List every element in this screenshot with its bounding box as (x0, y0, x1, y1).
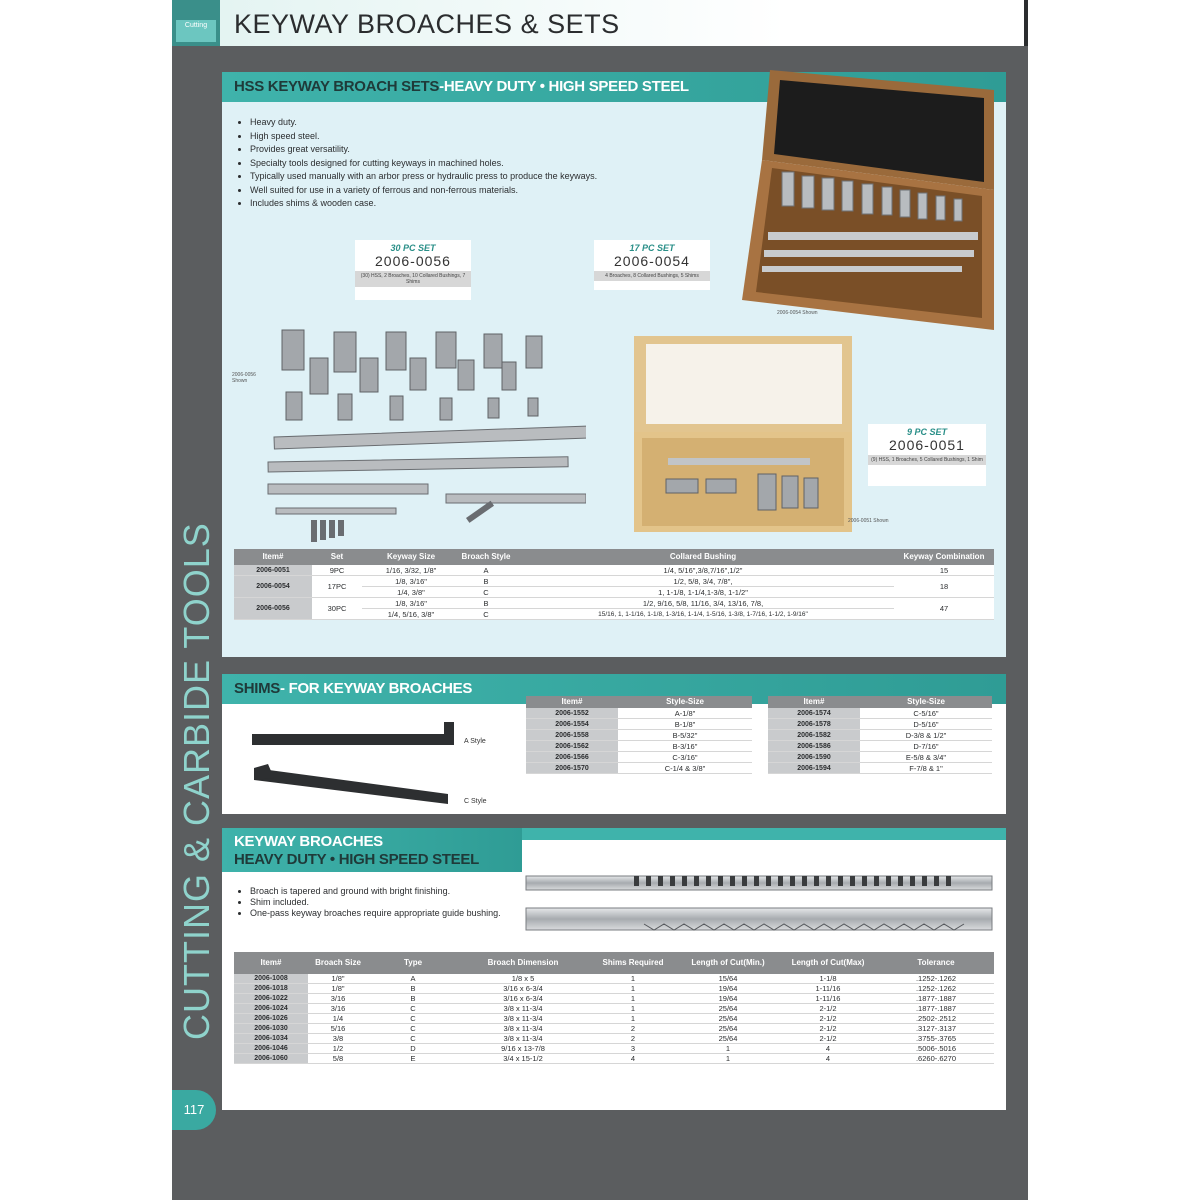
label-30pc-set (355, 240, 471, 300)
cell-item: 2006-0051 (234, 565, 312, 576)
table-cell: .2502-.2512 (878, 1014, 994, 1024)
cell-combination: 18 (894, 576, 994, 598)
cell-style-size: C-1/4 & 3/8" (618, 763, 752, 774)
col-length-min: Length of Cut(Min.) (678, 952, 778, 974)
table-cell: .1877-.1887 (878, 994, 994, 1004)
list-item: • Includes shims & wooden case. (250, 197, 720, 211)
keyway-broach-image (524, 872, 994, 936)
caption-set54: 2006-0054 Shown (777, 310, 818, 316)
table-cell: 25/64 (678, 1004, 778, 1014)
table-cell: 3/8 (308, 1034, 368, 1044)
table-cell: B (368, 984, 458, 994)
cell-bushing: 1, 1-1/8, 1-1/4,1-3/8, 1-1/2" (512, 587, 894, 598)
table-cell: 2 (588, 1034, 678, 1044)
list-item: • Specialty tools designed for cutting keyways in machined holes. (250, 157, 720, 171)
cell-item: 2006-1570 (526, 763, 618, 774)
cell-style: B (460, 576, 512, 587)
col-keyway-size: Keyway Size (362, 549, 460, 565)
table-cell: 1 (588, 1014, 678, 1024)
label-9pc-set (868, 424, 986, 486)
table-cell: C (368, 1014, 458, 1024)
col-item: Item# (234, 549, 312, 565)
table-cell: 4 (588, 1054, 678, 1064)
cell-item: 2006-1566 (526, 752, 618, 763)
cell-size: 1/16, 3/32, 1/8" (362, 565, 460, 576)
table-cell: 3/16 x 6-3/4 (458, 984, 588, 994)
cell-item: 2006-1554 (526, 719, 618, 730)
cell-item: 2006-1030 (234, 1024, 308, 1034)
catalog-page (172, 0, 1028, 1200)
c-style-label: C Style (464, 798, 487, 805)
cell-style-size: C-3/16" (618, 752, 752, 763)
table-cell: 1 (588, 1004, 678, 1014)
cell-set: 17PC (312, 576, 362, 598)
cell-item: 2006-1060 (234, 1054, 308, 1064)
table-cell: C (368, 1004, 458, 1014)
shims-heading (234, 680, 472, 697)
table-cell: 5/16 (308, 1024, 368, 1034)
cell-style-size: A-1/8" (618, 708, 752, 719)
heading-dark: SHIMS (234, 680, 281, 697)
cell-item: 2006-1574 (768, 708, 860, 719)
table-row (768, 763, 992, 774)
table-cell: 3/8 x 11-3/4 (458, 1034, 588, 1044)
cell-set: 30PC (312, 598, 362, 620)
cell-item: 2006-0056 (234, 598, 312, 620)
table-cell: 1 (588, 994, 678, 1004)
cell-style: A (460, 565, 512, 576)
table-cell: .1877-.1887 (878, 1004, 994, 1014)
cell-style: C (460, 609, 512, 620)
table-cell: 25/64 (678, 1014, 778, 1024)
table-header-row (234, 549, 994, 565)
table-row (526, 741, 752, 752)
broach-sets-table (234, 549, 994, 620)
table-cell: E (368, 1054, 458, 1064)
table-cell: .3755-.3765 (878, 1034, 994, 1044)
table-cell: 1/8" (308, 974, 368, 984)
col-shims-required: Shims Required (588, 952, 678, 974)
table-row (234, 1034, 994, 1044)
heading-line1: KEYWAY BROACHES (234, 833, 383, 850)
page-title: KEYWAY BROACHES & SETS (234, 9, 620, 39)
table-row (234, 1044, 994, 1054)
cell-set: 9PC (312, 565, 362, 576)
wooden-case-17pc-image (732, 60, 1002, 345)
col-length-max: Length of Cut(Max) (778, 952, 878, 974)
table-cell: 5/8 (308, 1054, 368, 1064)
cell-item: 2006-1026 (234, 1014, 308, 1024)
list-item: • Provides great versatility. (250, 143, 720, 157)
table-row (768, 730, 992, 741)
table-header-row (526, 696, 752, 708)
cell-item: 2006-1578 (768, 719, 860, 730)
table-cell: D (368, 1044, 458, 1054)
col-keyway-combination: Keyway Combination (894, 549, 994, 565)
caption-set51: 2006-0051 Shown (848, 518, 889, 524)
cell-item: 2006-1552 (526, 708, 618, 719)
keyway-broaches-table (234, 952, 994, 1064)
table-row (526, 708, 752, 719)
table-cell: 25/64 (678, 1034, 778, 1044)
table-cell: 2-1/2 (778, 1034, 878, 1044)
broach-features-list (236, 886, 520, 919)
table-header-row (768, 696, 992, 708)
table-cell: 19/64 (678, 984, 778, 994)
label-contents: (9) HSS, 1 Broaches, 5 Collared Bushings, 1 Shim (868, 455, 986, 465)
keyway-broaches-heading (234, 833, 479, 869)
cell-bushing: 1/2, 5/8, 3/4, 7/8", (512, 576, 894, 587)
label-part-number: 2006-0054 (614, 253, 690, 269)
table-row (234, 984, 994, 994)
table-cell: 19/64 (678, 994, 778, 1004)
table-row (768, 719, 992, 730)
table-cell: 2-1/2 (778, 1024, 878, 1034)
cell-item: 2006-1046 (234, 1044, 308, 1054)
wooden-case-9pc-image (632, 334, 857, 534)
heading-light: - FOR KEYWAY BROACHES (280, 680, 473, 697)
cell-item: 2006-1024 (234, 1004, 308, 1014)
col-broach-size: Broach Size (308, 952, 368, 974)
label-part-number: 2006-0051 (889, 437, 965, 453)
table-row (234, 565, 994, 576)
keyway-broaches-header (222, 828, 522, 872)
cell-bushing: 1/4, 5/16",3/8,7/16",1/2" (512, 565, 894, 576)
page-header (172, 0, 1028, 46)
caption-set56: 2006-0056 Shown (232, 372, 256, 384)
list-item: • Shim included. (250, 897, 520, 908)
cell-size: 1/4, 3/8" (362, 587, 460, 598)
broach-sets-panel (222, 72, 1006, 657)
table-cell: 1 (588, 974, 678, 984)
table-cell: 1-11/16 (778, 994, 878, 1004)
a-style-label: A Style (464, 738, 486, 745)
table-row (234, 1014, 994, 1024)
table-cell: 3/4 x 15-1/2 (458, 1054, 588, 1064)
table-cell: 9/16 x 13-7/8 (458, 1044, 588, 1054)
table-cell: 4 (778, 1044, 878, 1054)
label-contents: 4 Broaches, 8 Collared Bushings, 5 Shims (594, 271, 710, 281)
table-cell: 1/8" (308, 984, 368, 994)
cell-style: C (460, 587, 512, 598)
table-cell: A (368, 974, 458, 984)
table-cell: 3/16 (308, 1004, 368, 1014)
heading-light: -HEAVY DUTY • HIGH SPEED STEEL (439, 78, 689, 95)
table-cell: .1252-.1262 (878, 984, 994, 994)
cell-item: 2006-1562 (526, 741, 618, 752)
table-cell: 3/8 x 11-3/4 (458, 1004, 588, 1014)
table-cell: B (368, 994, 458, 1004)
table-row (234, 598, 994, 609)
col-style-size: Style-Size (618, 696, 752, 708)
table-row (234, 1024, 994, 1034)
col-broach-style: Broach Style (460, 549, 512, 565)
header-strip (522, 828, 1006, 840)
table-row (234, 974, 994, 984)
table-cell: 1 (588, 984, 678, 994)
col-collared-bushing: Collared Bushing (512, 549, 894, 565)
list-item: • Broach is tapered and ground with bright finishing. (250, 886, 520, 897)
list-item: • Well suited for use in a variety of ferrous and non-ferrous materials. (250, 184, 720, 198)
table-cell: C (368, 1034, 458, 1044)
cell-item: 2006-1586 (768, 741, 860, 752)
header-edge (1024, 0, 1028, 46)
header-accent (172, 0, 220, 46)
heading-line2: HEAVY DUTY • HIGH SPEED STEEL (234, 851, 479, 868)
table-row (526, 752, 752, 763)
col-item: Item# (768, 696, 860, 708)
table-cell: 3/8 x 11-3/4 (458, 1024, 588, 1034)
list-item: • Typically used manually with an arbor press or hydraulic press to produce the keyways. (250, 170, 720, 184)
table-cell: .6260-.6270 (878, 1054, 994, 1064)
cell-item: 2006-1558 (526, 730, 618, 741)
table-row (234, 576, 994, 587)
bushings-and-broaches-30pc-image (256, 322, 586, 552)
table-cell: 2-1/2 (778, 1014, 878, 1024)
cell-size: 1/4, 5/16, 3/8" (362, 609, 460, 620)
cell-item: 2006-1582 (768, 730, 860, 741)
table-row (526, 719, 752, 730)
cell-style-size: D-3/8 & 1/2" (860, 730, 992, 741)
cell-item: 2006-1590 (768, 752, 860, 763)
table-cell: .1252-.1262 (878, 974, 994, 984)
table-row (526, 730, 752, 741)
table-cell: 2-1/2 (778, 1004, 878, 1014)
table-row (234, 1004, 994, 1014)
table-row (768, 752, 992, 763)
table-row (234, 994, 994, 1004)
label-set-name: 9 PC SET (906, 427, 947, 437)
list-item: • Heavy duty. (250, 116, 720, 130)
table-cell: 1/4 (308, 1014, 368, 1024)
cell-item: 2006-1034 (234, 1034, 308, 1044)
cell-bushing: 15/16, 1, 1-1/16, 1-1/8, 1-3/16, 1-1/4, 1-5/16, 1-3/8, 1-7/16, 1-1/2, 1-9/16" (512, 609, 894, 620)
table-cell: 1/2 (308, 1044, 368, 1054)
label-17pc-set (594, 240, 710, 290)
col-broach-dimension: Broach Dimension (458, 952, 588, 974)
label-set-name: 17 PC SET (629, 243, 675, 253)
cell-item: 2006-1022 (234, 994, 308, 1004)
table-cell: 2 (588, 1024, 678, 1034)
shims-image (248, 718, 463, 808)
table-cell: 25/64 (678, 1024, 778, 1034)
table-row (526, 763, 752, 774)
cell-style: B (460, 598, 512, 609)
table-row (768, 708, 992, 719)
shims-table-left (526, 696, 752, 774)
table-cell: 3 (588, 1044, 678, 1054)
page-number: 117 (172, 1090, 216, 1130)
cell-style-size: E-5/8 & 3/4" (860, 752, 992, 763)
side-title: CUTTING & CARBIDE TOOLS (176, 522, 217, 1040)
keyway-broaches-panel (222, 828, 1006, 1110)
cell-item: 2006-1018 (234, 984, 308, 994)
table-cell: 3/16 (308, 994, 368, 1004)
table-cell: 3/16 x 6-3/4 (458, 994, 588, 1004)
cell-item: 2006-0054 (234, 576, 312, 598)
col-style-size: Style-Size (860, 696, 992, 708)
cell-size: 1/8, 3/16" (362, 576, 460, 587)
cell-style-size: B-5/32" (618, 730, 752, 741)
table-cell: .3127-.3137 (878, 1024, 994, 1034)
cell-style-size: D-5/16" (860, 719, 992, 730)
table-cell: 1-11/16 (778, 984, 878, 994)
cell-style-size: B-3/16" (618, 741, 752, 752)
table-header-row (234, 952, 994, 974)
label-set-name: 30 PC SET (390, 243, 436, 253)
cell-item: 2006-1594 (768, 763, 860, 774)
col-set: Set (312, 549, 362, 565)
table-cell: C (368, 1024, 458, 1034)
table-cell: .5006-.5016 (878, 1044, 994, 1054)
cell-style-size: D-7/16" (860, 741, 992, 752)
shims-panel (222, 674, 1006, 814)
col-item: Item# (234, 952, 308, 974)
table-cell: 1-1/8 (778, 974, 878, 984)
shims-table-right (768, 696, 992, 774)
cell-size: 1/8, 3/16" (362, 598, 460, 609)
col-type: Type (368, 952, 458, 974)
cell-style-size: B-1/8" (618, 719, 752, 730)
cell-combination: 15 (894, 565, 994, 576)
table-cell: 1 (678, 1044, 778, 1054)
cell-bushing: 1/2, 9/16, 5/8, 11/16, 3/4, 13/16, 7/8, (512, 598, 894, 609)
table-cell: 1/8 x 5 (458, 974, 588, 984)
table-row (768, 741, 992, 752)
broach-sets-heading (234, 78, 689, 95)
brand-logo: Cutting (176, 20, 216, 42)
cell-combination: 47 (894, 598, 994, 620)
features-list (236, 116, 720, 211)
heading-dark: HSS KEYWAY BROACH SETS (234, 78, 440, 95)
list-item: • One-pass keyway broaches require appropriate guide bushing. (250, 908, 520, 919)
table-cell: 4 (778, 1054, 878, 1064)
table-cell: 1 (678, 1054, 778, 1064)
cell-item: 2006-1008 (234, 974, 308, 984)
table-cell: 15/64 (678, 974, 778, 984)
col-tolerance: Tolerance (878, 952, 994, 974)
table-row (234, 1054, 994, 1064)
table-cell: 3/8 x 11-3/4 (458, 1014, 588, 1024)
list-item: • High speed steel. (250, 130, 720, 144)
cell-style-size: F-7/8 & 1" (860, 763, 992, 774)
col-item: Item# (526, 696, 618, 708)
label-contents: (30) HSS, 2 Broaches, 10 Collared Bushings, 7 Shims (355, 271, 471, 287)
label-part-number: 2006-0056 (375, 253, 451, 269)
cell-style-size: C-5/16" (860, 708, 992, 719)
